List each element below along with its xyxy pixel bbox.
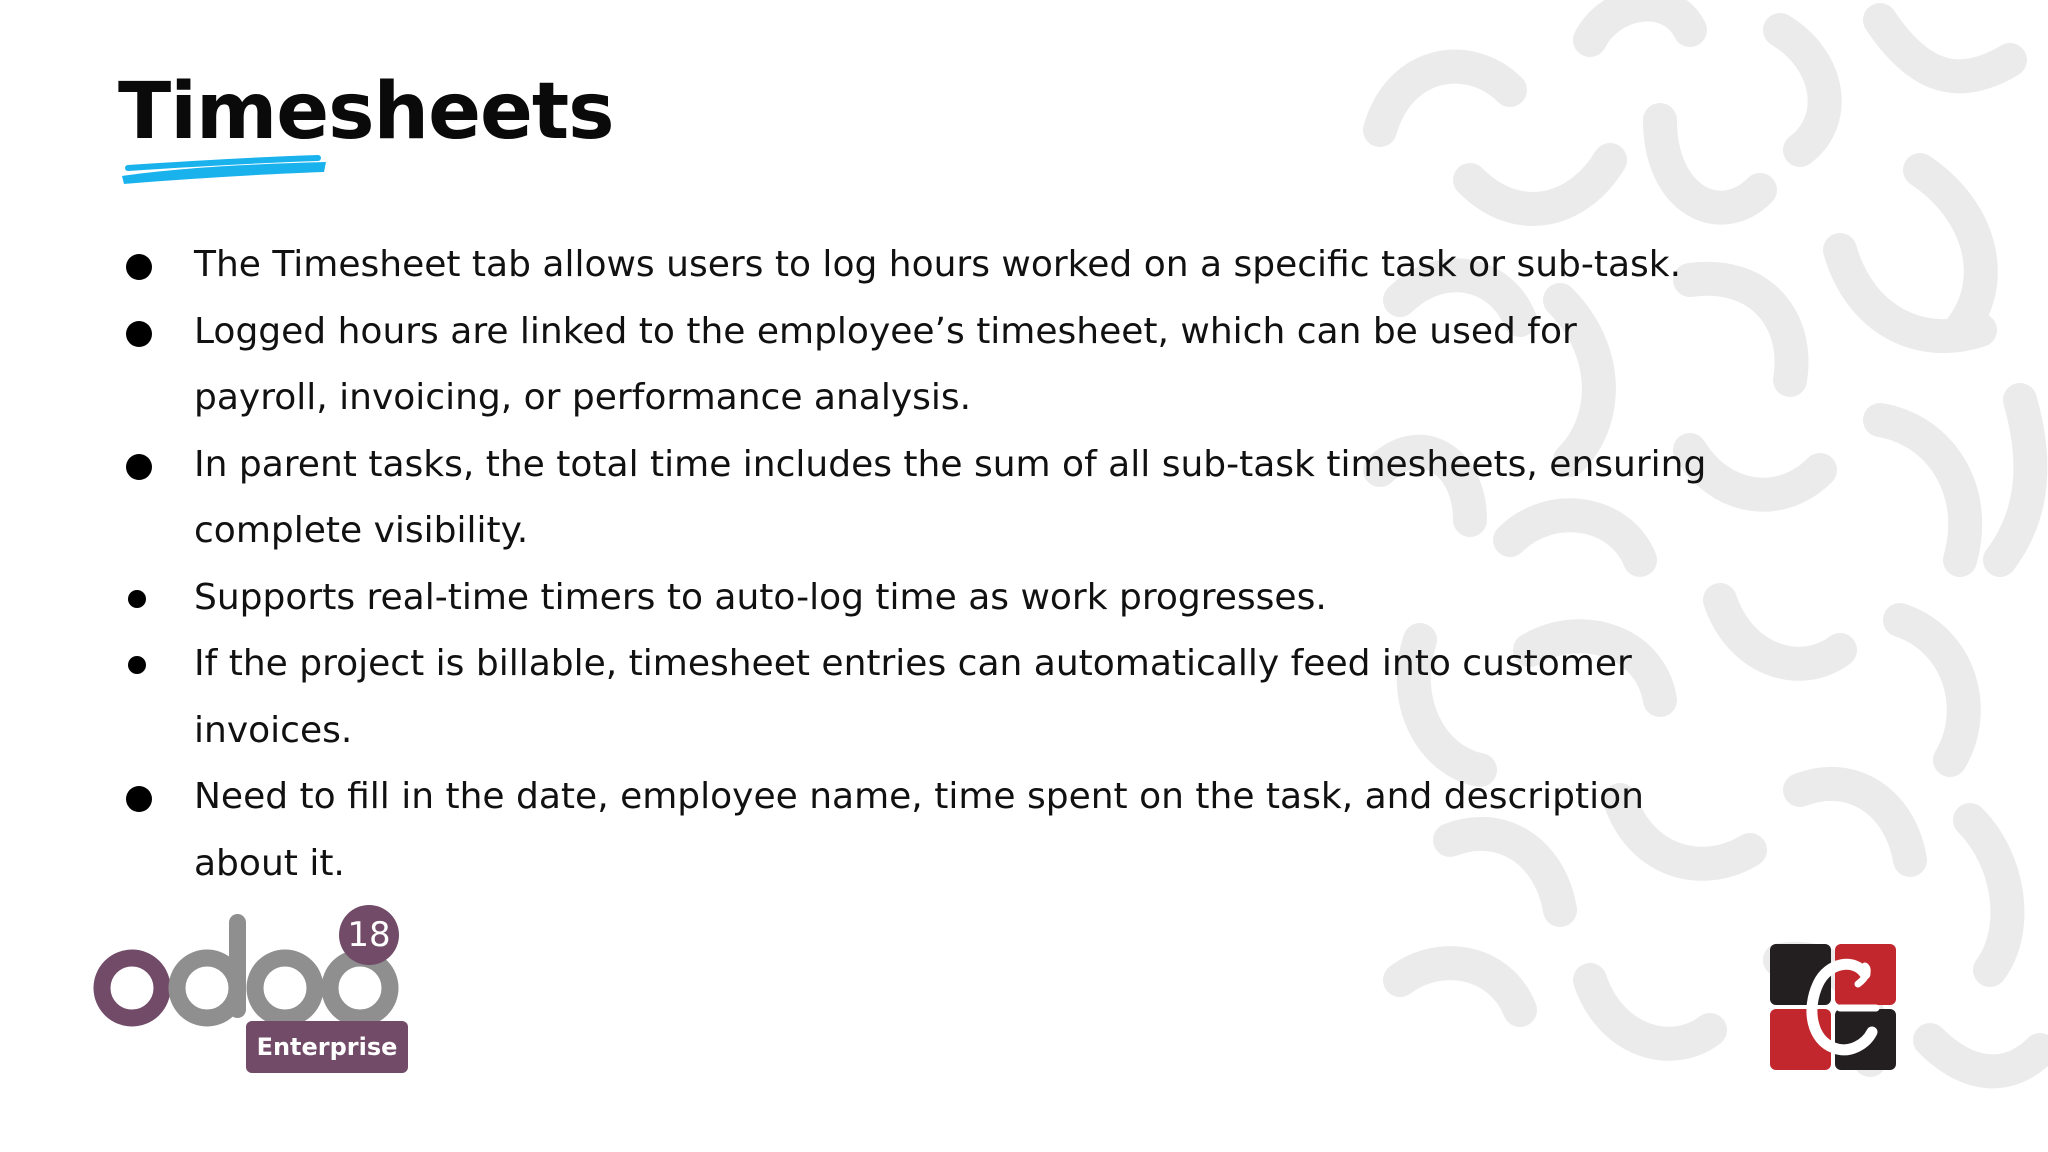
bullet-text: The Timesheet tab allows users to log hours worked on a specific task or sub-task. <box>194 244 1682 285</box>
cybrosys-c-logo-icon <box>1770 944 1896 1070</box>
odoo-version-badge: 18 <box>339 905 399 965</box>
bullet-item <box>118 764 1718 897</box>
bullet-item <box>118 631 1718 764</box>
bullet-dot-icon <box>126 454 152 480</box>
bullet-list <box>118 232 1718 897</box>
bullet-text: In parent tasks, the total time includes the sum of all sub-task timesheets, ensuring complete visibility. <box>194 443 1707 551</box>
bullet-dot-icon <box>126 786 152 812</box>
bullet-dot-icon <box>126 254 152 280</box>
bullet-text: Need to fill in the date, employee name, time spent on the task, and description about it. <box>194 776 1644 884</box>
bullet-text: Supports real-time timers to auto-log time as work progresses. <box>194 576 1327 618</box>
bullet-item <box>118 432 1718 565</box>
bullet-item <box>118 565 1718 632</box>
bullet-text: Logged hours are linked to the employee’s timesheet, which can be used for payroll, invoicing, or performance analysis. <box>194 310 1577 418</box>
bullet-text: If the project is billable, timesheet entries can automatically feed into customer invoices. <box>194 643 1632 751</box>
bullet-dot-icon <box>128 656 146 674</box>
bullet-item <box>118 232 1718 299</box>
bullet-item <box>118 299 1718 432</box>
bullet-dot-icon <box>128 590 146 608</box>
odoo-edition-badge: Enterprise <box>246 1021 408 1073</box>
slide-title: Timesheets <box>118 67 614 157</box>
bullet-dot-icon <box>126 321 152 347</box>
title-underline-brush-stroke <box>118 154 330 188</box>
